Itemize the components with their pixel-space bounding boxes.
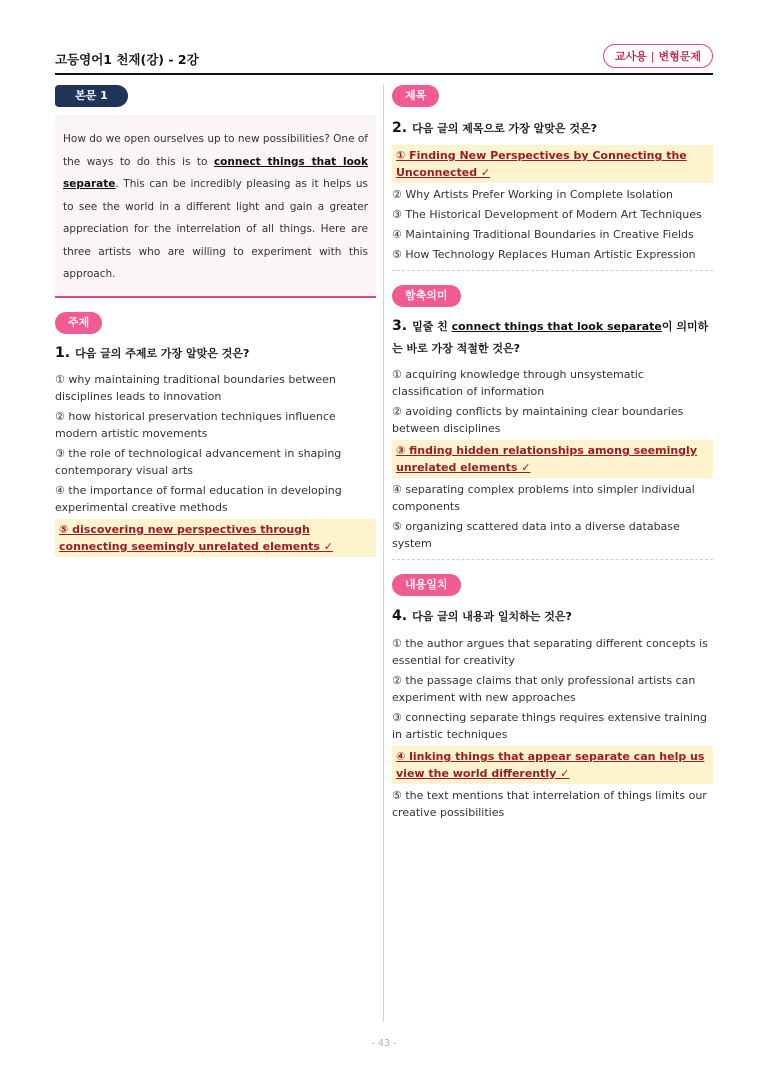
q2-question [392,117,713,139]
passage-text-after: . This can be incredibly pleasing as it helps us to see the world in a different light and gain a greater appreciation for the interrelation of all things. Here are three artists who are willing to experiment with this approach. [63,178,368,280]
badge-label-teacher: 교사용 [614,50,647,63]
q4-number: 4. [392,608,408,624]
section-separator [392,559,713,560]
q1-answer-text: ⑤ discovering new perspectives through connecting seemingly unrelated elements ✓ [59,522,333,553]
q1-number: 1. [55,344,71,361]
right-column [392,84,713,824]
q3-option-5[interactable]: ⑤ organizing scattered data into a diverse database system [392,520,680,550]
q4-question [392,605,713,627]
q3-options [392,366,713,552]
q4-option-1[interactable]: ① the author argues that separating different concepts is essential for creativity [392,637,708,667]
q1-option-1[interactable]: ① why maintaining traditional boundaries between disciplines leads to innovation [55,372,336,403]
q3-option-3-answer[interactable] [392,440,713,478]
left-column [55,84,376,560]
q1-options [55,371,376,557]
q3-text-suffix: 이 의미하는 바로 가장 적절한 것은? [392,320,709,355]
header-rule [55,73,713,75]
passage-text-before: How do we open ourselves up to new possibilities? One of the ways to do this is to [63,133,368,168]
q1-option-4[interactable]: ④ the importance of formal education in developing experimental creative methods [55,483,342,514]
q1-tag: 주제 [55,312,102,334]
passage-box [55,115,376,298]
q1-text: 다음 글의 주제로 가장 알맞은 것은? [75,346,250,360]
section-separator [392,270,713,271]
q2-option-5[interactable]: ⑤ How Technology Replaces Human Artistic Expression [392,248,696,261]
q2-text: 다음 글의 제목으로 가장 알맞은 것은? [412,122,597,135]
q4-answer-text: ④ linking things that appear separate can help us view the world differently ✓ [396,750,705,780]
q4-option-2[interactable]: ② the passage claims that only professional artists can experiment with new approaches [392,674,696,704]
passage-label: 본문 1 [55,85,128,107]
q3-number: 3. [392,318,408,334]
passage-text [63,128,368,286]
q3-underlined-phrase: connect things that look separate [451,320,662,333]
badge-label-variant: 변형문제 [658,50,701,63]
q4-text: 다음 글의 내용과 일치하는 것은? [412,610,572,623]
column-divider [383,84,384,1022]
q3-tag: 함축의미 [392,285,461,307]
page-number: - 43 - [371,1038,397,1049]
q2-tag: 제목 [392,85,439,107]
q1-option-3[interactable]: ③ the role of technological advancement in shaping contemporary visual arts [55,446,342,477]
q1-question [55,342,376,364]
passage-underlined-phrase: connect things that look separate [63,155,368,190]
q3-question [392,315,713,359]
teacher-badge [603,44,713,68]
q1-option-5-answer[interactable] [55,519,376,557]
q2-option-2[interactable]: ② Why Artists Prefer Working in Complete Isolation [392,188,674,201]
badge-separator: | [650,50,655,63]
q2-number: 2. [392,120,408,136]
q1-option-2[interactable]: ② how historical preservation techniques influence modern artistic movements [55,409,336,440]
q2-options [392,145,713,263]
q3-answer-text: ③ finding hidden relationships among seemingly unrelated elements ✓ [396,444,697,474]
q4-option-5[interactable]: ⑤ the text mentions that interrelation of things limits our creative possibilities [392,789,707,819]
q2-option-1-answer[interactable] [392,145,713,183]
q2-option-4[interactable]: ④ Maintaining Traditional Boundaries in Creative Fields [392,228,694,241]
q3-text-prefix: 밑줄 친 [412,320,452,333]
page-header [55,44,713,74]
q3-option-4[interactable]: ④ separating complex problems into simpler individual components [392,483,695,513]
q3-option-1[interactable]: ① acquiring knowledge through unsystematic classification of information [392,368,644,398]
q4-option-4-answer[interactable] [392,746,713,784]
q4-tag: 내용일치 [392,574,461,596]
header-title: 고등영어1 천재(강) - 2강 [55,52,199,67]
q2-option-3[interactable]: ③ The Historical Development of Modern Art Techniques [392,208,702,221]
q2-answer-text: ① Finding New Perspectives by Connecting the Unconnected ✓ [396,149,687,179]
q4-option-3[interactable]: ③ connecting separate things requires extensive training in artistic techniques [392,711,707,741]
q3-option-2[interactable]: ② avoiding conflicts by maintaining clear boundaries between disciplines [392,405,684,435]
q4-options [392,635,713,821]
